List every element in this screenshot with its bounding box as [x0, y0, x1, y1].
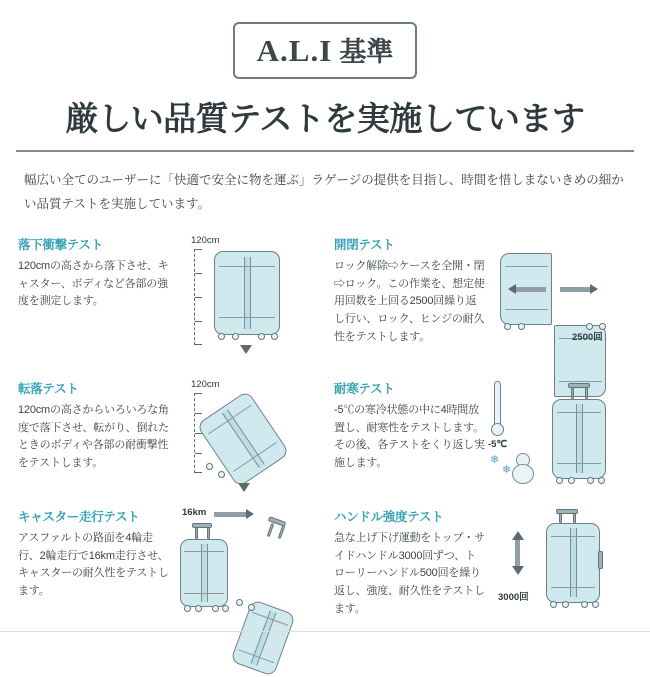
- suitcase-upright-icon: [552, 399, 606, 479]
- lead-paragraph: 幅広い全てのユーザーに「快適で安全に物を運ぶ」ラゲージの提供を目指し、時間を惜しまないきめの細かい品質テストを実施しています。: [24, 173, 624, 212]
- handle-strength-figure: [486, 507, 632, 641]
- test-body: 急な上げ下げ運動をトップ・サイドハンドル3000回ずつ、トローリーハンドル500回を繰り返し、強度、耐久性をテストします。: [334, 531, 485, 615]
- left-arrow-icon: [508, 284, 516, 294]
- page-title: 厳しい品質テストを実施しています: [16, 93, 634, 152]
- down-arrow-icon: [512, 566, 524, 575]
- top-handle-rod: [559, 513, 562, 523]
- brand-logo-icon: [233, 22, 418, 79]
- thermometer-bulb: [491, 423, 504, 436]
- drop-impact-figure: [170, 235, 316, 379]
- top-handle-rod: [573, 513, 576, 523]
- temperature-label: -5℃: [488, 438, 508, 450]
- up-arrow-icon: [512, 531, 524, 540]
- test-card-open-close: [328, 235, 638, 379]
- test-card-handle-strength: [328, 507, 638, 641]
- test-card-caster-run: [12, 507, 322, 641]
- test-card-cold-resistance: [328, 379, 638, 507]
- open-close-figure: [486, 235, 632, 379]
- cold-resistance-figure: [486, 379, 632, 507]
- caster-run-figure: [170, 507, 316, 641]
- count-label: 3000回: [498, 591, 529, 603]
- snowman-body: [512, 464, 534, 484]
- test-grid: [12, 235, 638, 641]
- test-heading: ハンドル強度テスト: [334, 509, 444, 524]
- dimension-label: 120cm: [191, 378, 220, 390]
- test-heading: キャスター走行テスト: [18, 509, 140, 524]
- right-arrow-icon: [246, 509, 254, 519]
- trolley-handle-rod: [278, 525, 286, 539]
- test-heading: 耐寒テスト: [334, 381, 395, 396]
- test-body: ロック解除⇨ケースを全開・閉⇨ロック。この作業を、想定使用回数を上回る2500回繰り返し行い、ロック、ヒンジの耐久性をテストします。: [334, 259, 485, 343]
- brand-logo: [0, 0, 650, 79]
- right-arrow-bar: [560, 287, 590, 292]
- dimension-label: 120cm: [191, 234, 220, 246]
- suitcase-upright-icon: [214, 251, 280, 335]
- brand-logo-text: A.L.I: [256, 33, 333, 68]
- suitcase-rolling-icon: [180, 539, 228, 607]
- side-handle-icon: [598, 551, 603, 569]
- brand-logo-suffix: 基準: [339, 37, 394, 67]
- trolley-handle-rod: [571, 387, 574, 399]
- test-body: 120cmの高さからいろいろな角度で落下させ、転がり、倒れたときのボディや各部の耐衝撃性をテストします。: [18, 403, 169, 470]
- dimension-ruler: [194, 393, 195, 473]
- test-heading: 転落テスト: [18, 381, 79, 396]
- tumble-figure: [170, 379, 316, 507]
- suitcase-handle-icon: [546, 523, 600, 603]
- test-body: -5℃の寒冷状態の中に4時間放置し、耐寒性をテストします。その後、各テストをくり返し実施します。: [334, 403, 485, 470]
- suitcase-tilted-icon: [196, 390, 290, 488]
- thermometer-icon: [494, 381, 501, 427]
- left-arrow-bar: [516, 287, 546, 292]
- suitcase-tilted-icon: [230, 599, 296, 677]
- up-down-arrow-bar: [515, 540, 520, 566]
- snowflake-icon: ❄: [490, 453, 500, 466]
- down-arrow-icon: [240, 345, 252, 354]
- trolley-handle-rod: [585, 387, 588, 399]
- right-arrow-icon: [590, 284, 598, 294]
- test-heading: 開閉テスト: [334, 237, 395, 252]
- trolley-handle-rod: [267, 523, 275, 537]
- down-arrow-icon: [238, 483, 250, 492]
- trolley-handle-rod: [195, 527, 198, 539]
- test-card-tumble: [12, 379, 322, 507]
- test-heading: 落下衝撃テスト: [18, 237, 103, 252]
- test-card-drop-impact: [12, 235, 322, 379]
- distance-label: 16km: [182, 506, 207, 518]
- footer-divider: [0, 631, 650, 632]
- test-body: アスファルトの路面を4輪走行、2輪走行で16km走行させ、キャスターの耐久性をテストします。: [18, 531, 169, 598]
- snowflake-icon: ❄: [502, 463, 512, 476]
- distance-arrow-bar: [214, 512, 246, 517]
- test-body: 120cmの高さから落下させ、キャスター、ボディなど各部の強度を測定します。: [18, 259, 169, 308]
- count-label: 2500回: [572, 331, 603, 343]
- trolley-handle-rod: [207, 527, 210, 539]
- dimension-ruler: [194, 249, 195, 345]
